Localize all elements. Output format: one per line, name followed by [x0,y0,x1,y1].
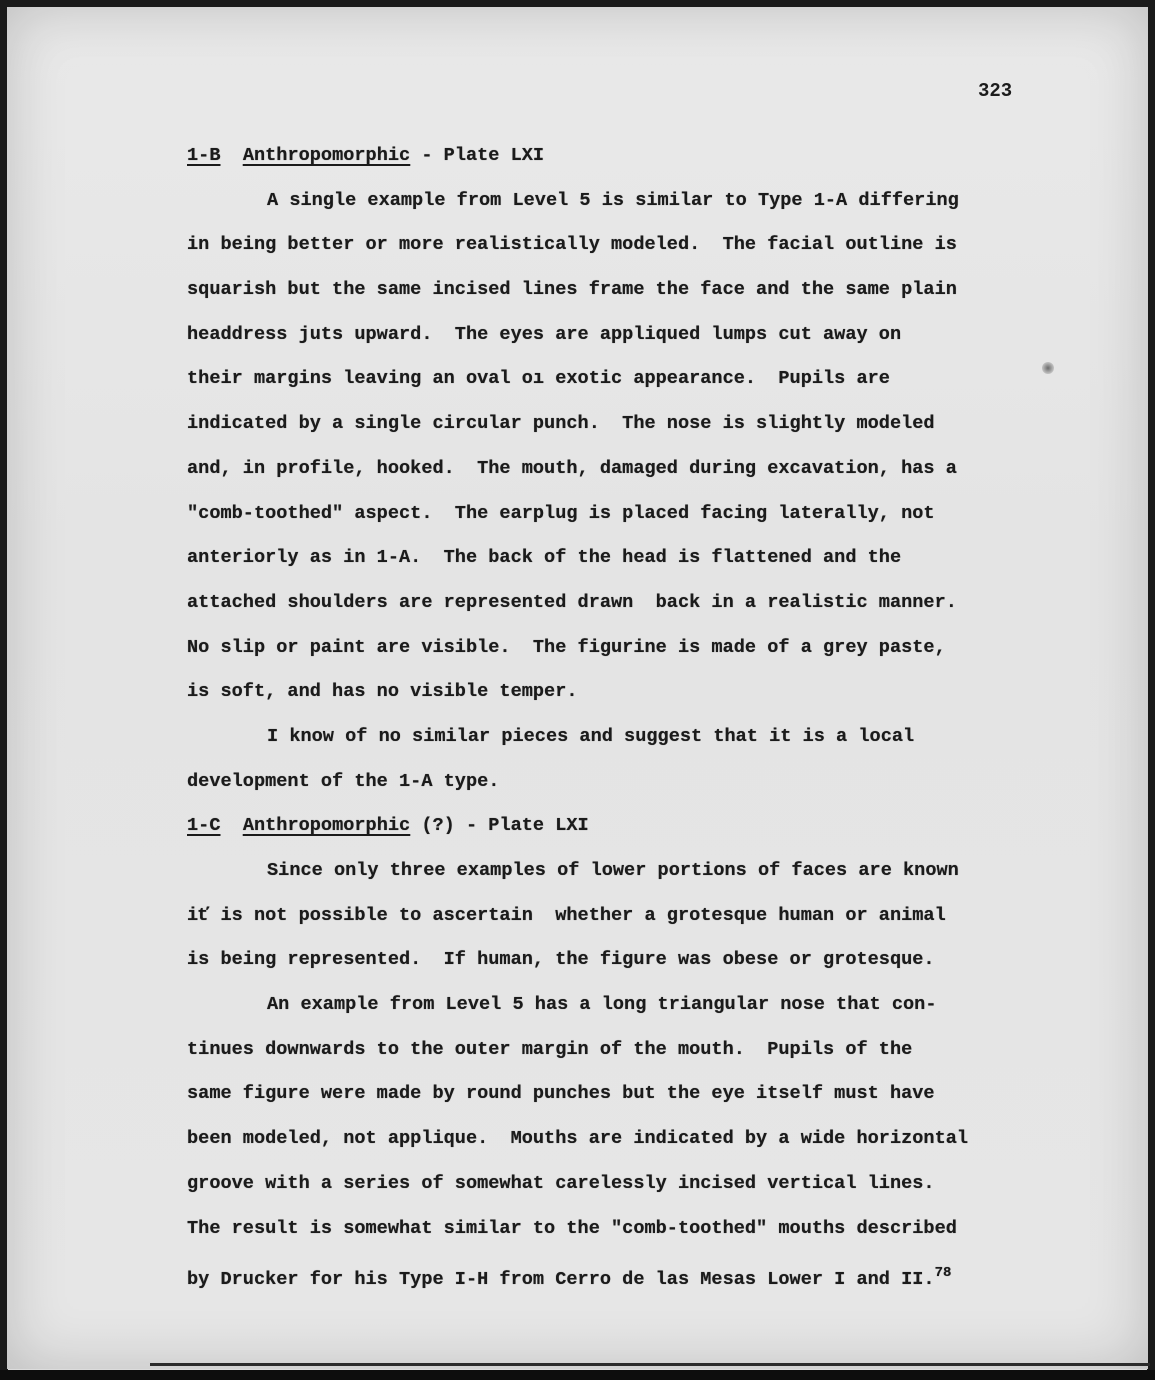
paragraph-line: I know of no similar pieces and suggest that it is a local [267,725,915,747]
section-heading-1b [187,134,1007,179]
paragraph-line: "comb-toothed" aspect. The earplug is placed facing laterally, not [187,502,935,524]
paragraph-line: is being represented. If human, the figure was obese or grotesque. [187,949,935,971]
heading-title: Anthropomorphic [242,815,411,837]
paragraph-line: same figure were made by round punches but the eye itself must have [187,1083,935,1105]
paragraph-line: An example from Level 5 has a long triangular nose that con- [267,994,937,1016]
paragraph-line: their margins leaving an oval oı exotic appearance. Pupils are [187,368,890,390]
paragraph-line: Since only three examples of lower portions of faces are known [267,860,959,881]
paragraph-line: A single example from Level 5 is similar to Type 1-A differing [267,189,959,211]
page-number: 323 [978,80,1013,102]
paragraph-line: anteriorly as in 1-A. The back of the head is flattened and the [187,547,902,569]
paragraph-last-line [187,1251,1007,1296]
paragraph-line: indicated by a single circular punch. The nose is slightly modeled [187,413,935,435]
paragraph-line: No slip or paint are visible. The figurine is made of a grey paste, [187,636,946,658]
paper-blemish [1042,362,1054,374]
paragraph-line: The result is somewhat similar to the "comb-toothed" mouths described [187,1217,957,1239]
heading-suffix: - Plate LXI [410,145,545,166]
paragraph-line: iť is not possible to ascertain whether a grotesque human or animal [187,904,946,926]
footnote-marker[interactable]: 78 [934,1265,952,1282]
paragraph-line: groove with a series of somewhat carelessly incised vertical lines. [187,1172,935,1194]
paragraph-line: development of the 1-A type. [187,770,500,792]
heading-suffix: (?) - Plate LXI [410,815,589,837]
scan-border-right [1147,0,1155,1380]
section-heading-1c [187,804,1007,849]
paragraph-line-text: by Drucker for his Type I-H from Cerro de las Mesas Lower I and II. [187,1269,935,1291]
scan-border-bottom [0,1370,1155,1380]
heading-code: 1-B [187,145,221,166]
paragraph-line: is soft, and has no visible temper. [187,681,578,703]
paragraph-line: been modeled, not applique. Mouths are indicated by a wide horizontal [187,1128,969,1150]
paragraph-line: in being better or more realistically modeled. The facial outline is [187,234,957,256]
paragraph-line: attached shoulders are represented drawn back in a realistic manner. [187,591,957,613]
heading-code: 1-C [187,815,221,837]
paragraph-line: and, in profile, hooked. The mouth, damaged during excavation, has a [187,457,957,479]
paragraph-line: tinues downwards to the outer margin of the mouth. Pupils of the [187,1038,913,1060]
page-body [187,134,1007,1296]
paragraph-line: squarish but the same incised lines frame the face and the same plain [187,279,957,301]
paragraph-line: headdress juts upward. The eyes are appliqued lumps cut away on [187,323,902,345]
heading-title: Anthropomorphic [242,145,411,166]
page-bottom-rule [150,1363,1150,1366]
